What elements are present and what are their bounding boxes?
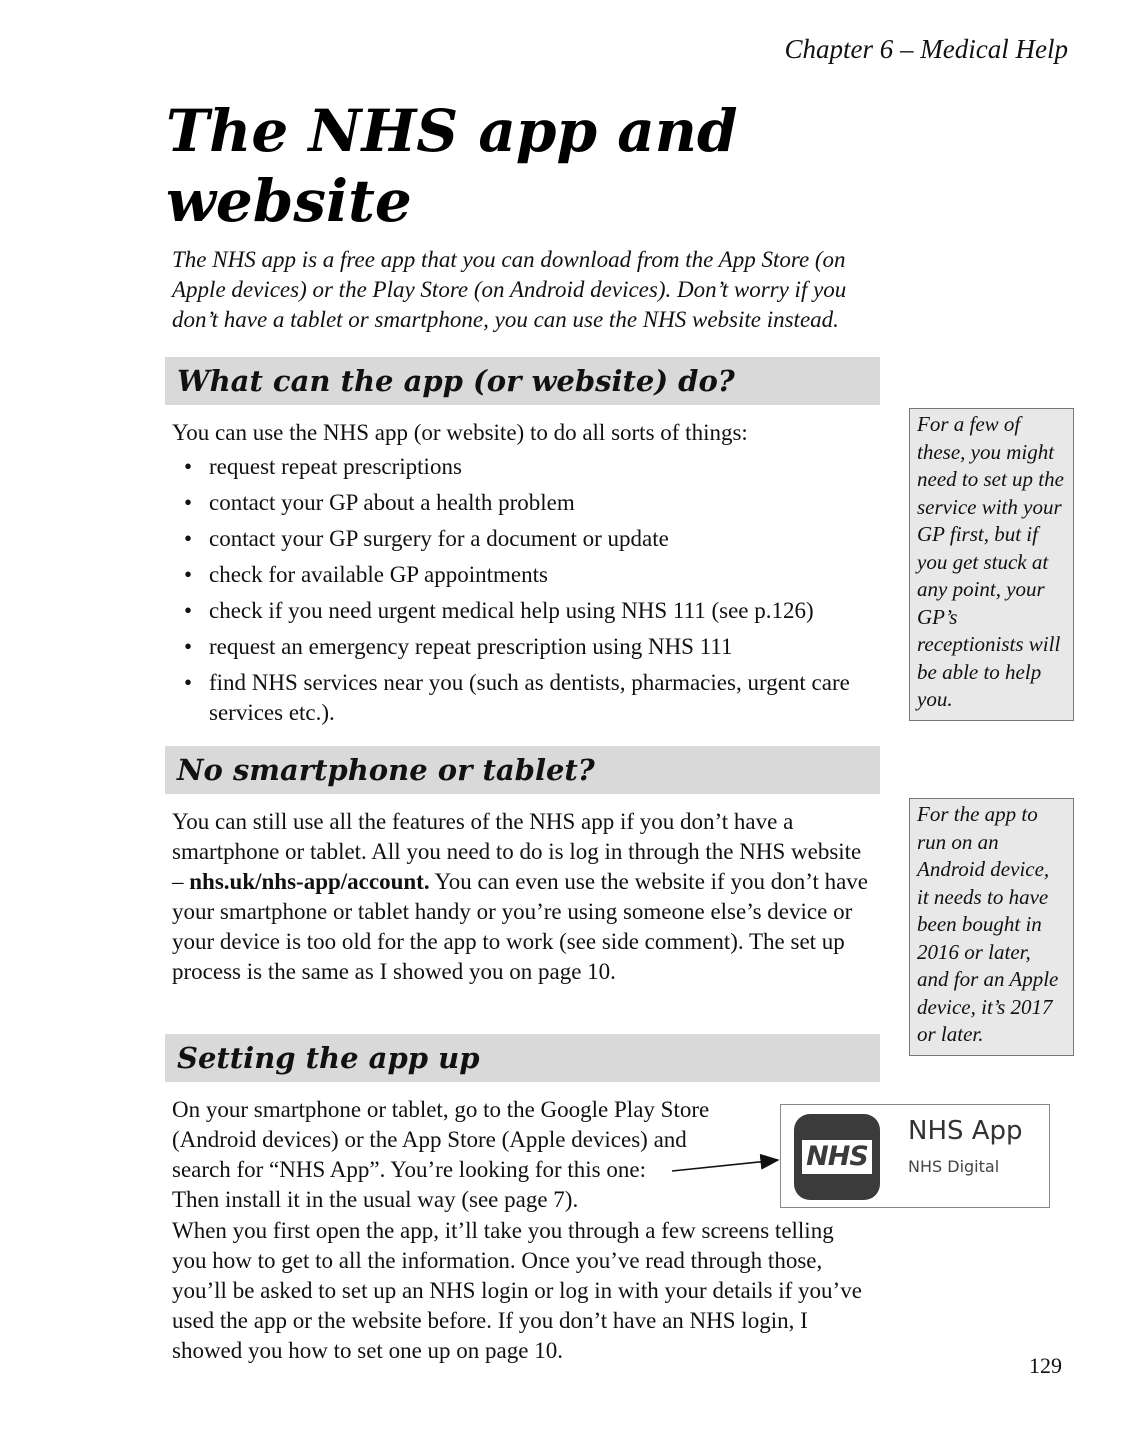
intro-paragraph: The NHS app is a free app that you can download from the App Store (on Apple devices) or the Play Store (on Android devices). Don’t worry if you don’t have a tablet or smartphone, you can use the NHS website instead. bbox=[172, 247, 847, 332]
nhs-logo-text: NHS bbox=[802, 1140, 872, 1174]
app-name: NHS App bbox=[908, 1116, 1023, 1146]
list-item: • find NHS services near you (such as dentists, pharmacies, urgent care services etc.). bbox=[172, 668, 872, 728]
what-lead-text: You can use the NHS app (or website) to do all sorts of things: bbox=[172, 420, 748, 445]
setup-paragraph-2: When you first open the app, it’ll take you through a few screens telling you how to get to all the information. Once you’ve read through those, you’ll be asked to set up an NHS login or log in with your details if you’ve used the app or the website before. If you don’t have an NHS login, I showed you how to set one up on page 10. bbox=[172, 1218, 862, 1363]
setup-line: search for “NHS App”. You’re looking for this one: bbox=[172, 1157, 646, 1182]
list-item: • contact your GP surgery for a document or update bbox=[172, 524, 872, 554]
list-item: • check if you need urgent medical help using NHS 111 (see p.126) bbox=[172, 596, 872, 626]
nhs-app-card bbox=[780, 1104, 1050, 1208]
account-url-link[interactable]: nhs.uk/nhs-app/account. bbox=[189, 869, 430, 894]
list-item: • check for available GP appointments bbox=[172, 560, 872, 590]
section-heading: What can the app (or website) do? bbox=[177, 364, 735, 398]
nhs-logo-icon bbox=[794, 1114, 880, 1200]
section-heading: Setting the app up bbox=[177, 1041, 480, 1075]
list-item: • request repeat prescriptions bbox=[172, 452, 872, 482]
app-developer: NHS Digital bbox=[908, 1157, 1000, 1176]
no-phone-text-after: You can even use the website if you don’t have your smartphone or tablet handy or you’re using someone else’s device or your device is too old for the app to work (see side comment). The set up process is the same as I showed you on page 10. bbox=[172, 869, 868, 984]
setup-line: Then install it in the usual way (see page 7). bbox=[172, 1187, 579, 1212]
chapter-header: Chapter 6 – Medical Help bbox=[784, 34, 1068, 64]
no-phone-text-before: You can still use all the features of the NHS app if you don’t have a smartphone or tablet. All you need to do is log in through the NHS website – bbox=[172, 809, 862, 894]
section-heading: No smartphone or tablet? bbox=[177, 753, 595, 787]
setup-line: On your smartphone or tablet, go to the Google Play Store bbox=[172, 1097, 710, 1122]
page-title: The NHS app and website bbox=[166, 97, 738, 235]
side-note-gp-setup: For a few of these, you might need to set up the service with your GP first, but if you get stuck at any point, your GP’s receptionists will be able to help you. bbox=[909, 408, 1074, 721]
list-item: • request an emergency repeat prescription using NHS 111 bbox=[172, 632, 872, 662]
setup-line: (Android devices) or the App Store (Apple devices) and bbox=[172, 1127, 687, 1152]
list-item: • contact your GP about a health problem bbox=[172, 488, 872, 518]
page-number: 129 bbox=[1029, 1353, 1062, 1378]
side-note-device-age: For the app to run on an Android device, it needs to have been bought in 2016 or later, and for an Apple device, it’s 2017 or later. bbox=[909, 798, 1074, 1056]
